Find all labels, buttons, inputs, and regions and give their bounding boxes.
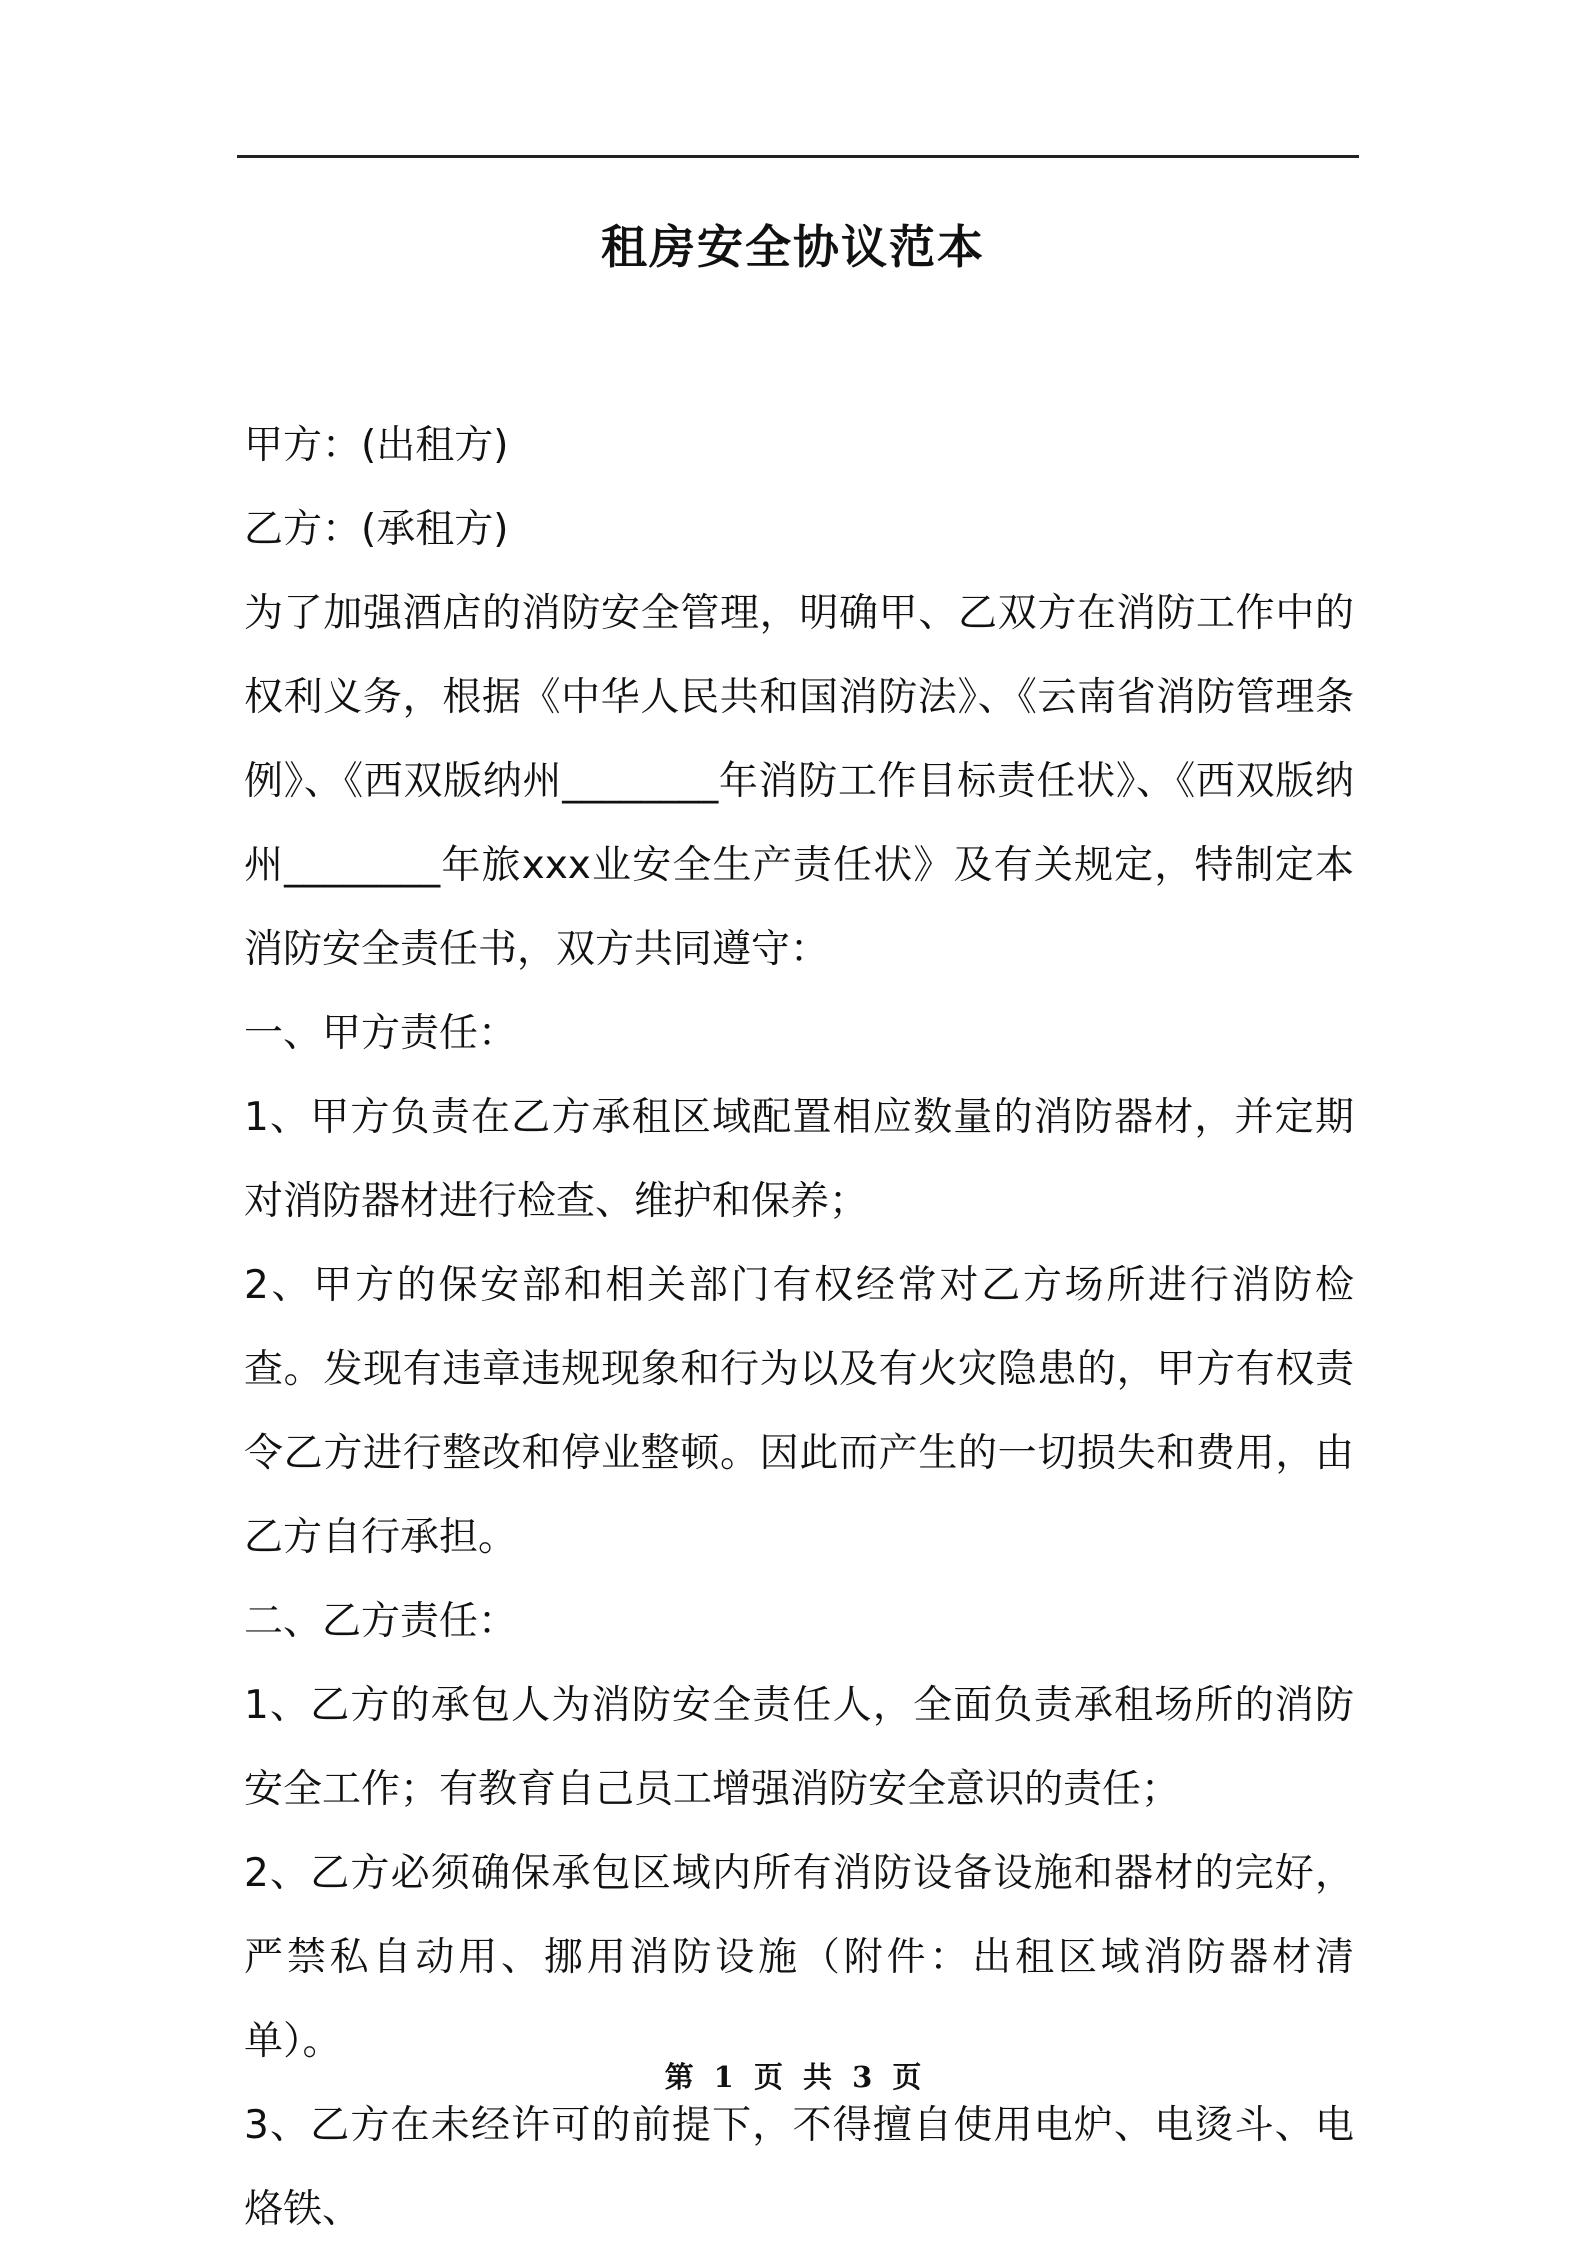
party-b-clause-1: 1、乙方的承包人为消防安全责任人，全面负责承租场所的消防安全工作；有教育自己员工增强消防安全意识的责任； [244,1683,1354,1812]
document-body [244,404,1354,2252]
party-a-line: 甲方：(出租方) [244,423,509,468]
section-heading-party-a: 一、甲方责任： [244,1011,518,1056]
page-number: 第 1 页 共 3 页 [664,2060,922,2094]
document-title: 租房安全协议范本 [601,220,985,274]
party-b-clause-3: 3、乙方在未经许可的前提下，不得擅自使用电炉、电烫斗、电烙铁、 [244,2103,1354,2232]
preamble-paragraph: 为了加强酒店的消防安全管理，明确甲、乙双方在消防工作中的权利义务，根据《中华人民共和国消防法》、《云南省消防管理条例》、《西双版纳州________年消防工作目标责任状》、《西双版纳州________年旅xxx业安全生产责任状》及有关规定，特制定本消防安全责任书，双方共同遵守： [244,591,1354,972]
party-b-line: 乙方：(承租方) [244,507,509,552]
party-a-clause-1: 1、甲方负责在乙方承租区域配置相应数量的消防器材，并定期对消防器材进行检查、维护和保养； [244,1095,1354,1224]
header-rule [237,155,1359,158]
party-b-clause-2: 2、乙方必须确保承包区域内所有消防设备设施和器材的完好，严禁私自动用、挪用消防设施（附件：出租区域消防器材清单）。 [244,1851,1354,2064]
party-a-clause-2: 2、甲方的保安部和相关部门有权经常对乙方场所进行消防检查。发现有违章违规现象和行为以及有火灾隐患的，甲方有权责令乙方进行整改和停业整顿。因此而产生的一切损失和费用，由乙方自行承担。 [244,1263,1354,1560]
section-heading-party-b: 二、乙方责任： [244,1599,518,1644]
